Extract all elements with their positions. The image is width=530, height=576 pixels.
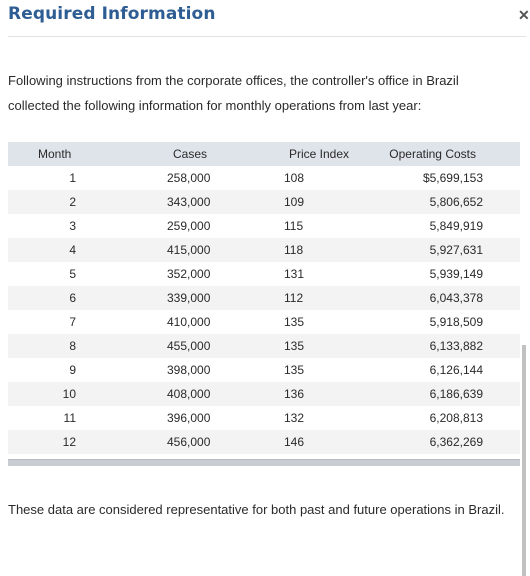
operations-table	[8, 142, 520, 454]
price-index-cell: 146	[248, 430, 368, 454]
price-index-cell: 112	[248, 286, 368, 310]
month-cell: 12	[8, 430, 128, 454]
table-row	[8, 430, 520, 454]
month-cell: 9	[69, 363, 76, 377]
table-row	[8, 262, 520, 286]
column-header-price-index: Price Index	[248, 142, 368, 166]
price-index-cell: 115	[284, 219, 304, 233]
cases-cell: 455,000	[128, 334, 248, 358]
month-cell: 6	[8, 286, 128, 310]
table-row	[8, 214, 520, 238]
month-cell: 7	[69, 315, 76, 329]
close-icon[interactable]: ✕	[518, 7, 530, 23]
operating-costs-cell: $5,699,153	[422, 171, 483, 185]
cases-cell: 259,000	[167, 219, 211, 233]
cases-cell: 398,000	[167, 363, 211, 377]
cases-cell: 415,000	[128, 238, 248, 262]
table-row	[8, 286, 520, 310]
month-cell: 10	[8, 382, 128, 406]
column-header-operating-costs: Operating Costs	[368, 142, 520, 166]
page-title: Required Information	[8, 4, 216, 24]
operating-costs-cell: 6,362,269	[368, 430, 520, 454]
price-index-cell: 132	[284, 411, 305, 425]
cases-cell: 410,000	[167, 315, 211, 329]
price-index-cell: 135	[284, 363, 305, 377]
price-index-cell: 108	[284, 171, 305, 185]
operations-table-container	[8, 142, 520, 454]
cases-cell: 258,000	[167, 171, 211, 185]
cases-cell: 352,000	[167, 267, 211, 281]
month-cell: 11	[63, 411, 76, 425]
price-index-cell: 135	[284, 315, 305, 329]
title-divider	[8, 36, 526, 37]
operating-costs-cell: 5,927,631	[368, 238, 520, 262]
operating-costs-cell: 6,126,144	[429, 363, 483, 377]
column-header-month: Month	[8, 142, 128, 166]
operating-costs-cell: 5,939,149	[429, 267, 483, 281]
cases-cell: 339,000	[128, 286, 248, 310]
table-row	[8, 382, 520, 406]
price-index-cell: 109	[248, 190, 368, 214]
price-index-cell: 136	[248, 382, 368, 406]
table-row	[8, 406, 520, 430]
intro-paragraph: Following instructions from the corporate offices, the controller's office in Brazil collected the following information for monthly operations from last year:	[8, 73, 459, 113]
table-row	[8, 334, 520, 358]
month-cell: 4	[8, 238, 128, 262]
table-bottom-bar	[8, 459, 520, 466]
table-header-row	[8, 142, 520, 166]
cases-cell: 456,000	[128, 430, 248, 454]
operating-costs-cell: 6,208,813	[429, 411, 483, 425]
price-index-cell: 131	[284, 267, 305, 281]
cases-cell: 343,000	[128, 190, 248, 214]
operating-costs-cell: 6,186,639	[368, 382, 520, 406]
operating-costs-cell: 5,849,919	[429, 219, 483, 233]
table-row	[8, 190, 520, 214]
cases-cell: 408,000	[128, 382, 248, 406]
month-cell: 2	[8, 190, 128, 214]
price-index-cell: 118	[248, 238, 368, 262]
operating-costs-cell: 5,806,652	[368, 190, 520, 214]
table-row	[8, 166, 520, 190]
month-cell: 5	[69, 267, 76, 281]
operating-costs-cell: 6,043,378	[368, 286, 520, 310]
operating-costs-cell: 6,133,882	[368, 334, 520, 358]
column-header-cases: Cases	[128, 142, 248, 166]
month-cell: 1	[69, 171, 76, 185]
price-index-cell: 135	[248, 334, 368, 358]
vertical-scrollbar[interactable]	[522, 345, 526, 576]
table-row	[8, 358, 520, 382]
footer-paragraph: These data are considered representative for both past and future operations in Brazil.	[8, 502, 505, 517]
operating-costs-cell: 5,918,509	[429, 315, 483, 329]
month-cell: 3	[69, 219, 76, 233]
table-row	[8, 238, 520, 262]
month-cell: 8	[8, 334, 128, 358]
cases-cell: 396,000	[167, 411, 211, 425]
table-row	[8, 310, 520, 334]
